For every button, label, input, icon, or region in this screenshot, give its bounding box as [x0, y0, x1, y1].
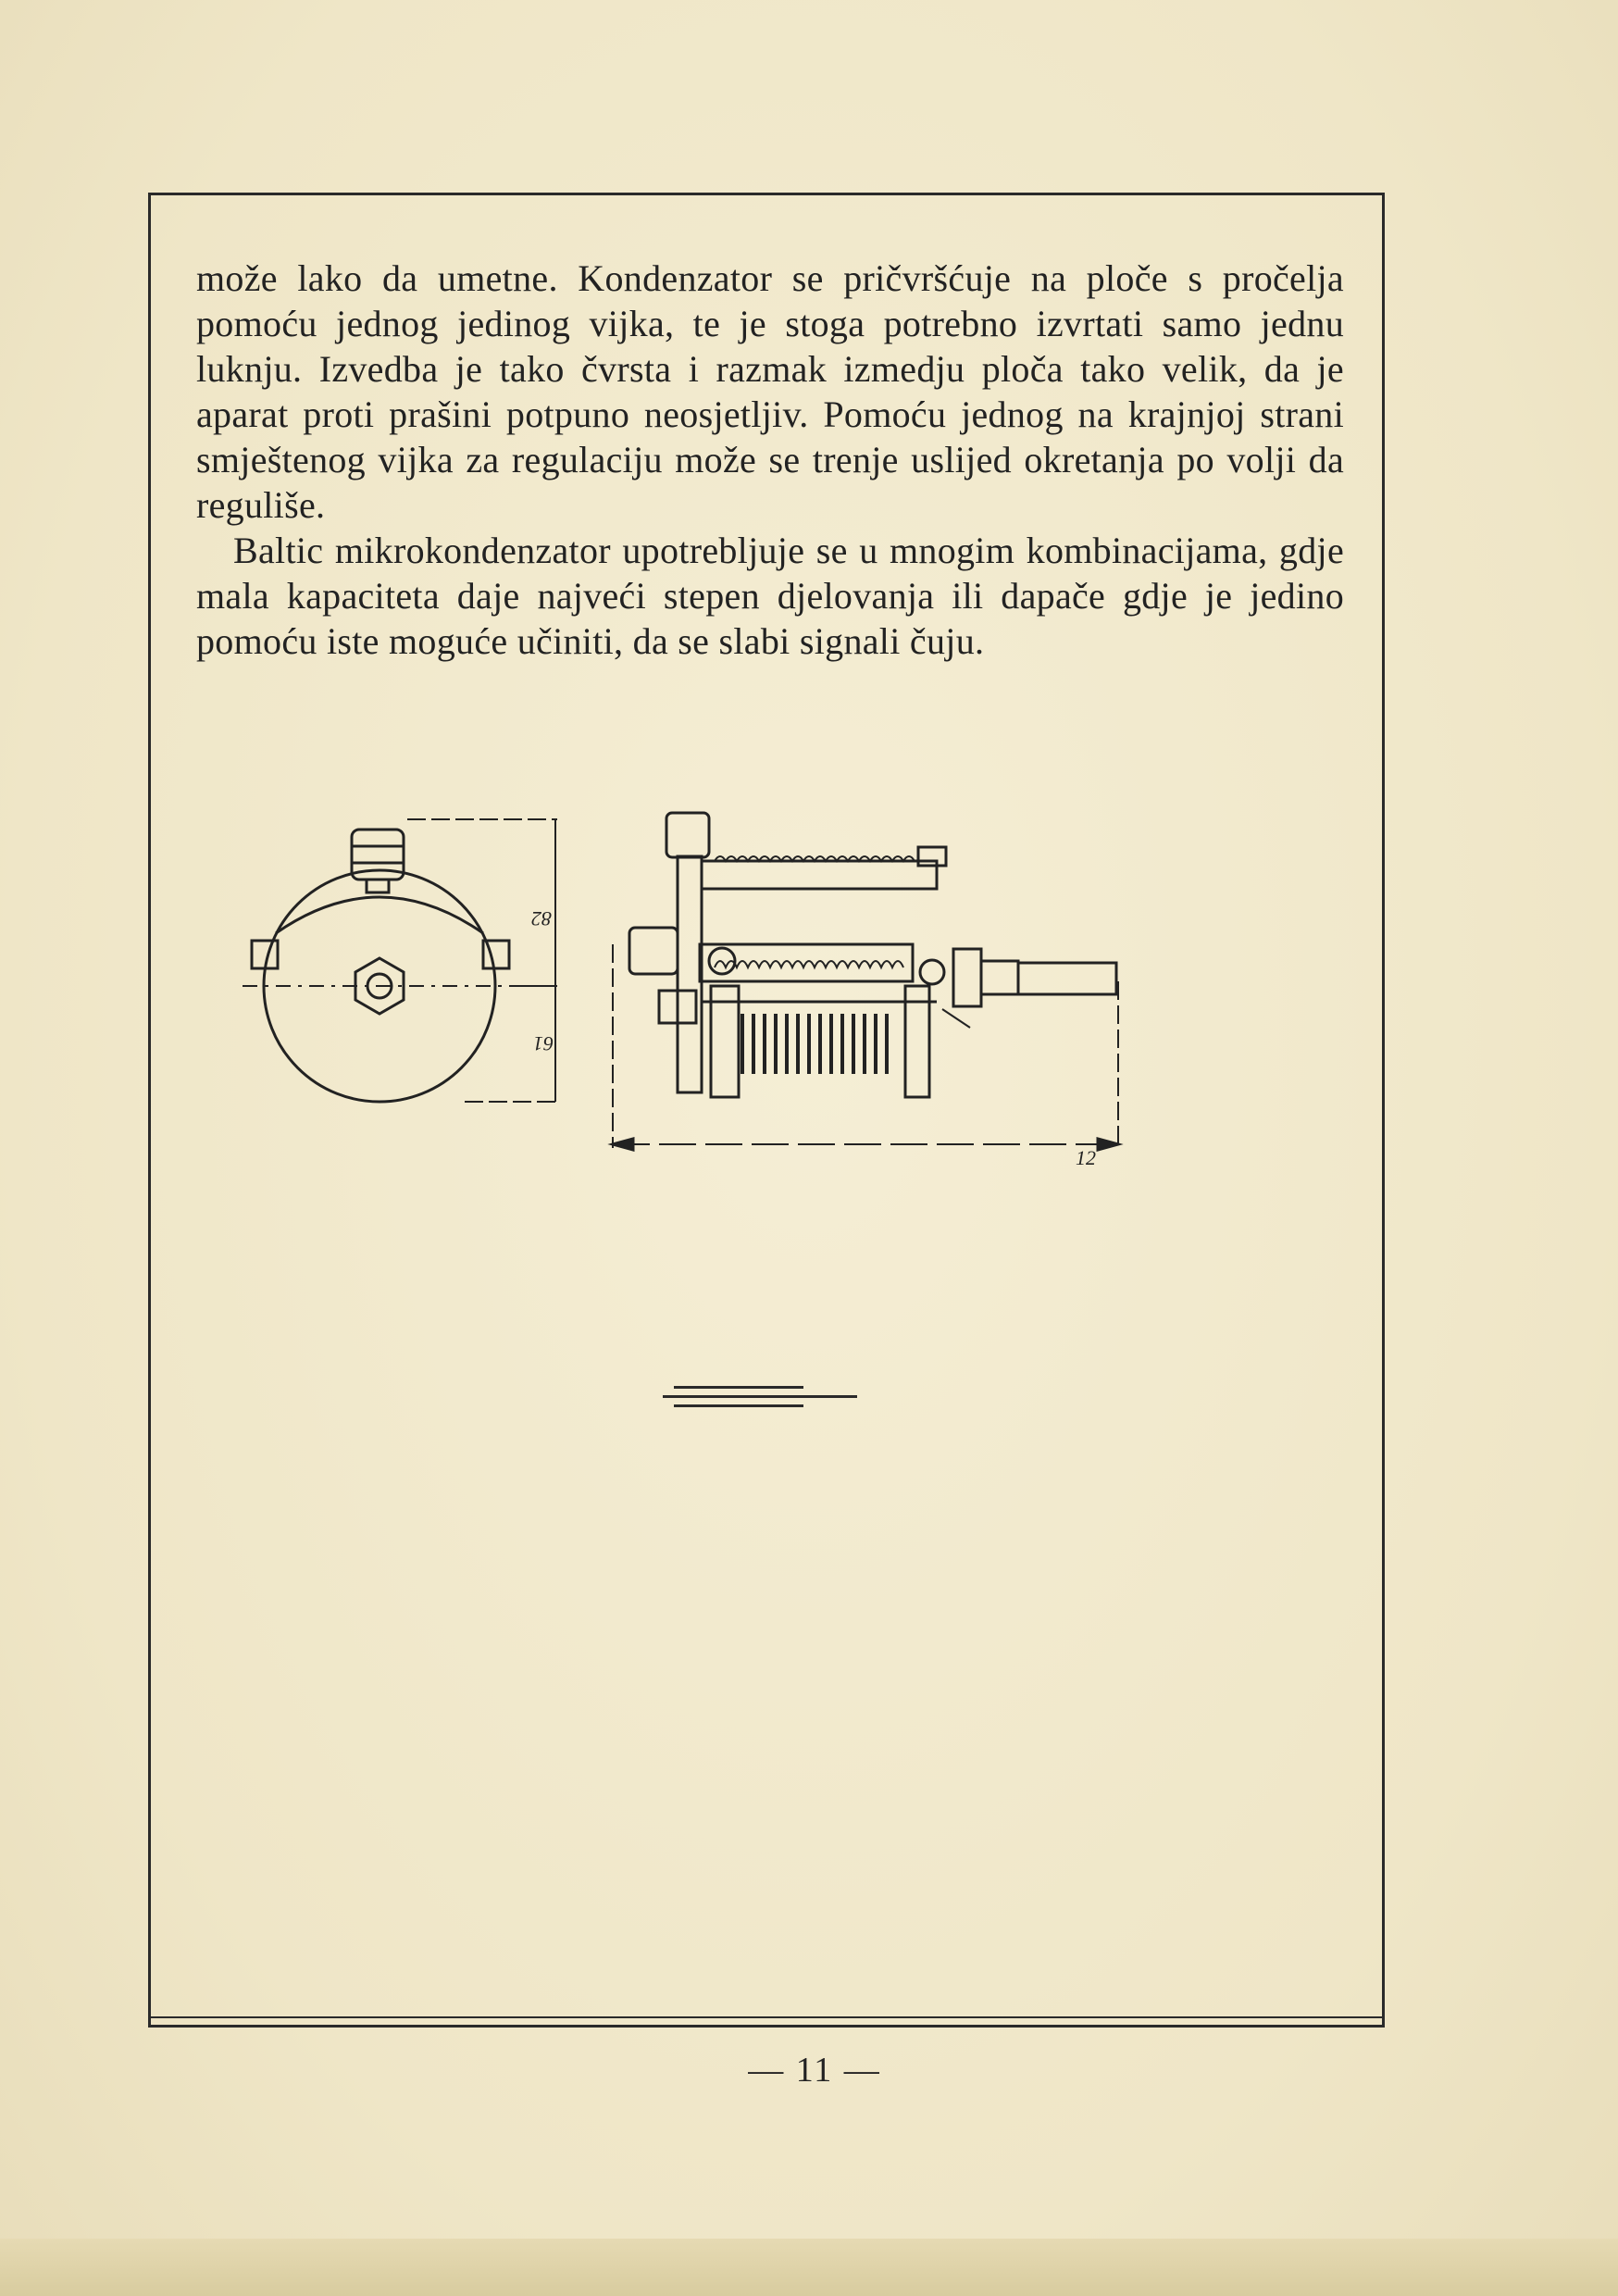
page-number: — 11 — [748, 2051, 881, 2090]
side-view-panel [678, 856, 702, 1092]
frame-bottom-line [148, 2016, 1385, 2018]
dimension-label-61: 61 [533, 1032, 554, 1055]
side-view-shaft-nut [953, 949, 981, 1006]
paragraph-1: može lako da umetne. Kondenzator se pričvršćuje na ploče s pročelja pomoću jednog jedinog vijka, te je stoga potrebno izvrtati samo jednu luknju. Izvedba je tako čvrsta i razmak izmedju ploča tako velik, da je aparat proti prašini potpuno neosjetljiv. Pomoću jednog na krajnjoj strani smještenog vijka za regulaciju može se trenje uslijed okretanja po volji da reguliše. [196, 257, 1344, 526]
paragraph-2: Baltic mikrokondenzator upotrebljuje se u mnogim kombinacijama, gdje mala kapaciteta daje najveći stepen djelovanja ili dapače gdje je jedino pomoću iste moguće učiniti, da se slabi signali čuju. [196, 530, 1344, 662]
dimension-label-12: 12 [1076, 1146, 1096, 1169]
separator-rule-bottom [674, 1404, 803, 1407]
capacitor-drawing [196, 759, 1344, 1176]
body-text [196, 256, 1344, 664]
page-bottom-edge [0, 2239, 1618, 2296]
side-view-knob [666, 813, 709, 857]
technical-drawing-svg [196, 759, 1344, 1176]
dimension-label-82: 82 [531, 907, 552, 930]
separator-rule-middle [663, 1395, 857, 1398]
separator-rule-top [674, 1386, 803, 1389]
side-view-shaft [1018, 963, 1116, 994]
